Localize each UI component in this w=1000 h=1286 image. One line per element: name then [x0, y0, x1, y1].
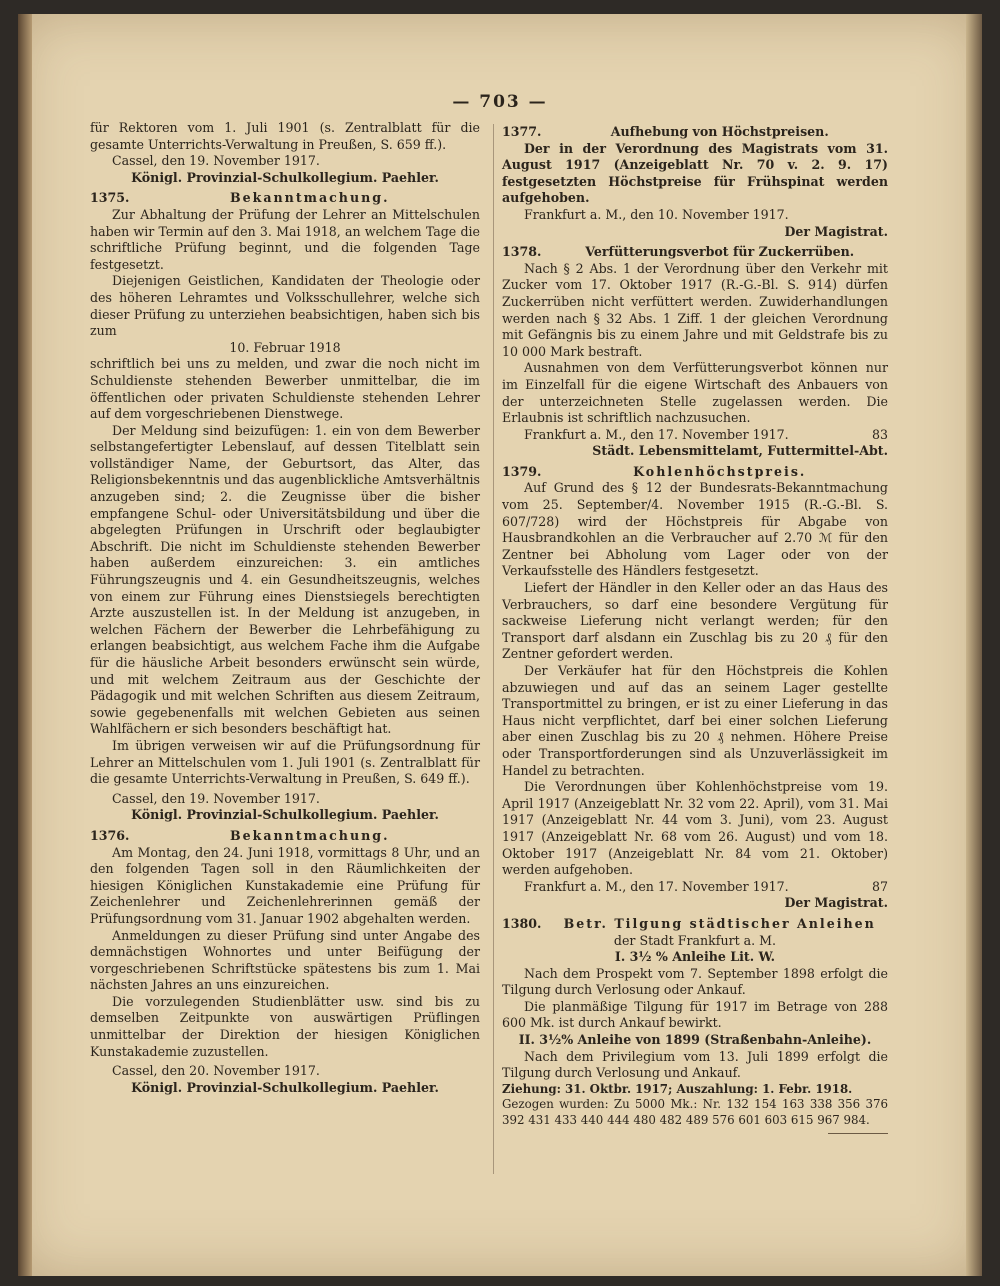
- signature: Königl. Provinzial-Schulkollegium. Paehler.: [131, 1079, 439, 1095]
- column-divider: [493, 124, 494, 1174]
- section-1377-heading: [502, 124, 888, 141]
- paragraph: Die planmäßige Tilgung für 1917 im Betrage von 288 600 Mk. ist durch Ankauf bewirkt.: [502, 998, 888, 1031]
- section-title: Kohlenhöchstpreis.: [633, 463, 807, 479]
- section-title: Aufhebung von Höchstpreisen.: [610, 124, 829, 139]
- reference-number: 83: [871, 426, 888, 442]
- book-binding: [18, 14, 32, 1276]
- signature: Städt. Lebensmittelamt, Futtermittel-Abt.: [592, 443, 888, 459]
- paragraph: Anmeldungen zu dieser Prüfung sind unter Angabe des demnächstigen Wohnortes und unter Beifügung der vorgeschriebenen Schriftstücke spätestens bis zum 1. Mai nächsten Jahres an uns einzureichen.: [90, 927, 480, 993]
- paragraph: Im übrigen verweisen wir auf die Prüfungsordnung für Lehrer an Mittelschulen vom 1. Juli 1901 (s. Zentralblatt für die gesamte Unterrichts-Verwaltung in Preußen, S. 649 ff.).: [90, 737, 480, 787]
- paragraph: Auf Grund des § 12 der Bundesrats-Bekanntmachung vom 25. September/4. November 1915 (R.-G.-Bl. S. 607/728) wird der Höchstpreis für Abgabe von Hausbrandkohlen an die Verbraucher auf 2.70 ℳ für den Zentner bei Abholung vom Lager oder von der Verkaufsstelle des Händlers festgesetzt.: [502, 480, 888, 579]
- end-rule: [828, 1133, 888, 1134]
- section-1376-heading: [90, 828, 480, 845]
- signature: Der Magistrat.: [784, 223, 888, 239]
- section-1380-heading: [502, 916, 888, 933]
- signature: Königl. Provinzial-Schulkollegium. Paehler.: [131, 807, 439, 823]
- paragraph: Diejenigen Geistlichen, Kandidaten der Theologie oder des höheren Lehramtes und Volksschullehrer, welche sich dieser Prüfung zu unterziehen beabsichtigen, haben sich bis zum: [90, 273, 480, 339]
- intro-text: für Rektoren vom 1. Juli 1901 (s. Zentralblatt für die gesamte Unterrichts-Verwaltung in Preußen, S. 659 ff.).: [90, 120, 480, 152]
- right-column: [502, 120, 888, 1134]
- paragraph: schriftlich bei uns zu melden, und zwar die noch nicht im Schuldienste stehenden Bewerber unmittelbar, die im öffentlichen oder privaten Schuldienste stehenden Lehrer auf dem vorgeschriebenen Dienstwege.: [90, 356, 480, 422]
- paragraph: Der Verkäufer hat für den Höchstpreis die Kohlen abzuwiegen und auf das an seinem Lager gestellte Transportmittel zu bringen, er ist zu einer Lieferung in das Haus nicht verpflichtet, darf bei einer solchen Lieferung aber einen Zuschlag bis zu 20 ₰ nehmen. Höhere Preise oder Transportforderungen sind als Unzuverlässigkeit im Handel zu betrachten.: [502, 663, 888, 778]
- section-1378-heading: [502, 244, 888, 261]
- date-text: Frankfurt a. M., den 17. November 1917.: [524, 878, 789, 894]
- paragraph: Der Meldung sind beizufügen: 1. ein von dem Bewerber selbstangefertigter Lebenslauf, auf dessen Titelblatt sein vollständiger Name, der Geburtsort, das Alter, das Religionsbekenntnis und das augenblickliche Amtsverhältnis anzugeben sind; 2. die Zeugnisse über die bisher empfangene Schul- oder Universitätsbildung und über die abgelegten Prüfungen in Urschrift oder beglaubigter Abschrift. Die nicht im Schuldienste stehenden Bewerber haben außerdem einzureichen: 3. ein amtliches Führungszeugnis und 4. ein Gesundheitszeugnis, welches von einem zur Führung eines Dienstsiegels berechtigten Arzte auszustellen ist. In der Meldung ist anzugeben, in welchen Fächern der Bewerber die Lehrbefähigung zu erlangen beabsichtigt, aus welchem Fache ihm die Aufgabe für die häusliche Arbeit besonders erwünscht sein würde, und mit welchem Zeitraum aus der Geschichte der Pädagogik und mit welchen Schriften aus diesem Zeitraum, sowie gegebenenfalls mit welchen Gebieten aus seinen Wahlfächern er sich besonders beschäftigt hat.: [90, 422, 480, 737]
- document-page: [18, 14, 982, 1276]
- place-date: Frankfurt a. M., den 10. November 1917.: [524, 206, 789, 222]
- reference-number: 87: [871, 878, 888, 894]
- section-title: Bekanntmachung.: [229, 827, 390, 843]
- paragraph: Die Verordnungen über Kohlenhöchstpreise vom 19. April 1917 (Anzeigeblatt Nr. 32 vom 22. April), vom 31. Mai 1917 (Anzeigeblatt Nr. 44 vom 3. Juni), vom 23. August 1917 (Anzeigeblatt Nr. 68 vom 26. August) und vom 18. Oktober 1917 (Anzeigeblatt Nr. 84 vom 21. Oktober) werden aufgehoben.: [502, 779, 888, 878]
- paragraph: Nach dem Prospekt vom 7. September 1898 erfolgt die Tilgung durch Verlosung oder Ankauf.: [502, 965, 888, 998]
- paragraph: Nach § 2 Abs. 1 der Verordnung über den Verkehr mit Zucker vom 17. Oktober 1917 (R.-G.-Bl. S. 914) dürfen Zuckerrüben nicht verfüttert werden. Zuwiderhandlungen werden nach § 32 Abs. 1 Ziff. 1 der gleichen Verordnung mit Gefängnis bis zu einem Jahre und mit Geldstrafe bis zu 10 000 Mark bestraft.: [502, 260, 888, 359]
- deadline-date: 10. Februar 1918: [229, 339, 341, 355]
- paragraph: Liefert der Händler in den Keller oder an das Haus des Verbrauchers, so darf eine besondere Vergütung für sackweise Lieferung nicht verlangt werden; für den Transport darf alsdann ein Zuschlag bis zu 20 ₰ für den Zentner gefordert werden.: [502, 580, 888, 662]
- section-number: 1375.: [90, 190, 130, 206]
- intro-date: Cassel, den 19. November 1917.: [112, 153, 320, 169]
- paragraph: Zur Abhaltung der Prüfung der Lehrer an Mittelschulen haben wir Termin auf den 3. Mai 1918, an welchem Tage die schriftliche Prüfung beginnt, und die folgenden Tage festgesetzt.: [90, 206, 480, 272]
- paragraph: Am Montag, den 24. Juni 1918, vormittags 8 Uhr, und an den folgenden Tagen soll in den Räumlichkeiten der hiesigen Königlichen Kunstakademie eine Prüfung für Zeichenlehrer und Zeichenlehrerinnen gemäß der Prüfungsordnung vom 31. Januar 1902 abgehalten werden.: [90, 844, 480, 926]
- intro-signature: Königl. Provinzial-Schulkollegium. Paehler.: [131, 169, 439, 185]
- drawn-numbers: Gezogen wurden: Zu 5000 Mk.: Nr. 132 154 163 338 356 376 392 431 433 440 444 480 482 489 576 601 603 615 967 984.: [502, 1097, 888, 1128]
- section-1379-heading: [502, 464, 888, 481]
- date-text: Frankfurt a. M., den 17. November 1917.: [524, 426, 789, 442]
- place-date: [502, 427, 888, 444]
- page-number: — 703 —: [452, 92, 548, 112]
- section-number: 1378.: [502, 244, 542, 260]
- section-number: 1379.: [502, 463, 542, 479]
- section-title: Betr. Tilgung städtischer Anleihen: [563, 915, 876, 931]
- section-subtitle: der Stadt Frankfurt a. M.: [613, 932, 777, 948]
- section-title: Verfütterungsverbot für Zuckerrüben.: [585, 244, 855, 260]
- place-date: Cassel, den 19. November 1917.: [112, 790, 320, 806]
- paragraph: Nach dem Privilegium vom 13. Juli 1899 erfolgt die Tilgung durch Verlosung und Ankauf.: [502, 1048, 888, 1081]
- section-number: 1380.: [502, 915, 542, 931]
- page-edge: [966, 14, 982, 1276]
- place-date: [502, 879, 888, 896]
- signature: Der Magistrat.: [784, 895, 888, 911]
- paragraph: Ausnahmen von dem Verfütterungsverbot können nur im Einzelfall für die eigene Wirtschaft des Anbauers von der unterzeichneten Stelle zugelassen werden. Die Erlaubnis ist schriftlich nachzusuchen.: [502, 360, 888, 426]
- paragraph: Der in der Verordnung des Magistrats vom 31. August 1917 (Anzeigeblatt Nr. 70 v. 2. 9. 17) festgesetzten Höchstpreise für Frühspinat werden aufgehoben.: [502, 140, 888, 206]
- section-title: Bekanntmachung.: [229, 190, 390, 206]
- section-number: 1376.: [90, 827, 130, 843]
- subheading: I. 3½ % Anleihe Lit. W.: [614, 949, 776, 965]
- subheading: II. 3½% Anleihe von 1899 (Straßenbahn-Anleihe).: [518, 1032, 872, 1048]
- section-1375-heading: [90, 190, 480, 207]
- paragraph: Die vorzulegenden Studienblätter usw. sind bis zu demselben Zeitpunkte von auswärtigen Prüflingen unmittelbar der Direktion der hiesigen Königlichen Kunstakademie zuzustellen.: [90, 993, 480, 1059]
- section-number: 1377.: [502, 124, 542, 139]
- place-date: Cassel, den 20. November 1917.: [112, 1063, 320, 1079]
- left-column: [90, 120, 480, 1096]
- draw-dates: Ziehung: 31. Oktbr. 1917; Auszahlung: 1. Febr. 1918.: [502, 1081, 853, 1096]
